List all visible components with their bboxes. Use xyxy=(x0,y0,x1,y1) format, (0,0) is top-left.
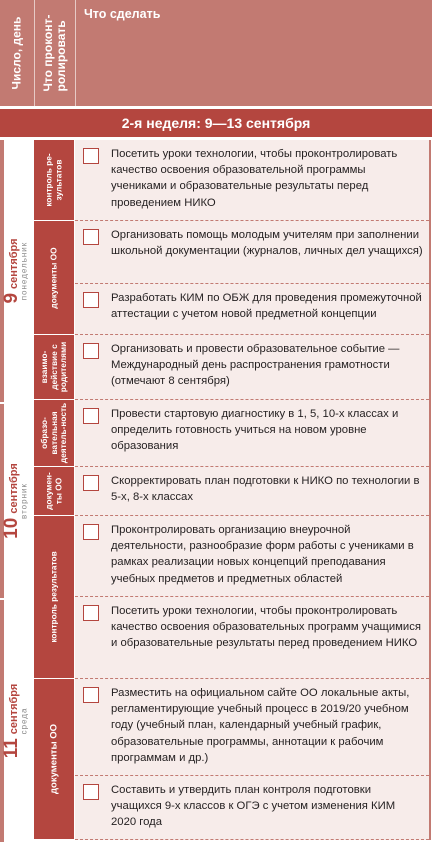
header-checked-cell xyxy=(35,0,76,106)
category-label: документы ОО xyxy=(48,246,59,309)
task-checkbox[interactable] xyxy=(83,229,99,245)
task-checkbox[interactable] xyxy=(83,524,99,540)
task-row xyxy=(75,776,429,840)
task-text: Разместить на официальном сайте ОО локальные акты, регламентирующие учебный процесс в 2019/20 учебном году (учебный план, календарный учебный график, образовательные программы, аннотации к рабочим программам и др.) xyxy=(111,687,410,764)
task-checkbox[interactable] xyxy=(83,475,99,491)
day-number: 10 xyxy=(1,517,22,539)
header-checked-label xyxy=(42,14,68,91)
task-checkbox[interactable] xyxy=(83,408,99,424)
day-tuesday xyxy=(0,404,30,598)
week-banner: 2-я неделя: 9—13 сентября xyxy=(0,109,432,137)
task-checkbox[interactable] xyxy=(83,605,99,621)
task-text: Посетить уроки технологии, чтобы проконтролировать качество освоения образовательной программы учениками и образовательные результаты перед проведением НИКО xyxy=(111,148,398,209)
task-row xyxy=(75,400,429,467)
task-row xyxy=(75,221,429,284)
day-wednesday xyxy=(0,600,30,842)
task-text: Скорректировать план подготовки к НИКО по технологии в 5-х, 8-х классах xyxy=(111,475,420,504)
task-text: Составить и утвердить план контроля подготовки учащихся 9-х классов к ОГЭ с учетом изменения КИМ 2020 года xyxy=(111,784,396,829)
day-weekday: вторник xyxy=(19,483,29,519)
category-cell xyxy=(34,221,74,335)
category-cell xyxy=(34,140,74,221)
task-checkbox[interactable] xyxy=(83,148,99,164)
day-monday xyxy=(0,140,30,402)
day-number: 11 xyxy=(1,738,22,759)
day-month: сентября xyxy=(8,238,20,289)
task-text: Организовать и провести образовательное событие — Международный день распространения грамотности (отмечают 8 сентября) xyxy=(111,343,400,388)
task-row xyxy=(75,597,429,679)
task-row xyxy=(75,679,429,776)
task-text: Организовать помощь молодым учителям при заполнении школьной документации (журналов, личных дел учащихся) xyxy=(111,229,423,258)
task-checkbox[interactable] xyxy=(83,784,99,800)
header-day-cell xyxy=(0,0,35,106)
header-checked-line2: ролировать xyxy=(54,20,68,92)
header-checked-line1: Что проконт- xyxy=(41,14,55,92)
task-row xyxy=(75,467,429,516)
task-text: Разработать КИМ по ОБЖ для проведения промежуточной аттестации с учетом новой предметной концепции xyxy=(111,292,422,321)
day-weekday: среда xyxy=(19,707,29,735)
category-label: взаимо- действие с родителями xyxy=(38,341,68,393)
category-cell xyxy=(34,679,74,840)
header-todo-label: Что сделать xyxy=(84,7,161,21)
right-border xyxy=(429,140,431,840)
category-label: контроль ре- зультатов xyxy=(43,153,63,207)
category-cell xyxy=(34,400,74,467)
task-checkbox[interactable] xyxy=(83,292,99,308)
task-text: Посетить уроки технологии, чтобы проконтролировать качество освоения образовательных программ учащимися и образовательные результаты перед проведением НИКО xyxy=(111,605,422,650)
header-day-label: Число, день xyxy=(9,16,24,90)
task-row xyxy=(75,140,429,221)
category-cell xyxy=(34,516,74,679)
task-row xyxy=(75,284,429,335)
task-checkbox[interactable] xyxy=(83,687,99,703)
day-number: 9 xyxy=(1,292,22,304)
task-row xyxy=(75,516,429,597)
day-weekday: понедельник xyxy=(19,241,29,301)
day-month: сентября xyxy=(8,463,20,514)
category-label: образо- вательная деятель-ность xyxy=(38,402,68,464)
category-cell xyxy=(34,335,74,400)
task-row xyxy=(75,335,429,400)
category-label: докумен- ты ОО xyxy=(43,472,63,510)
category-label: контроль результатов xyxy=(48,551,59,643)
task-text: Проконтролировать организацию внеурочной деятельности, разнообразие форм работы с учениками в рамках реализации новых концепций преподавания учебных предметов и предметных областей xyxy=(111,524,414,585)
category-cell xyxy=(34,467,74,516)
day-month: сентября xyxy=(8,683,20,735)
task-checkbox[interactable] xyxy=(83,343,99,359)
category-label: документы ОО xyxy=(48,724,60,794)
table-header xyxy=(0,0,432,106)
task-text: Провести стартовую диагностику в 1, 5, 10-х классах и определить готовность учиться на новом уровне образования xyxy=(111,408,399,453)
